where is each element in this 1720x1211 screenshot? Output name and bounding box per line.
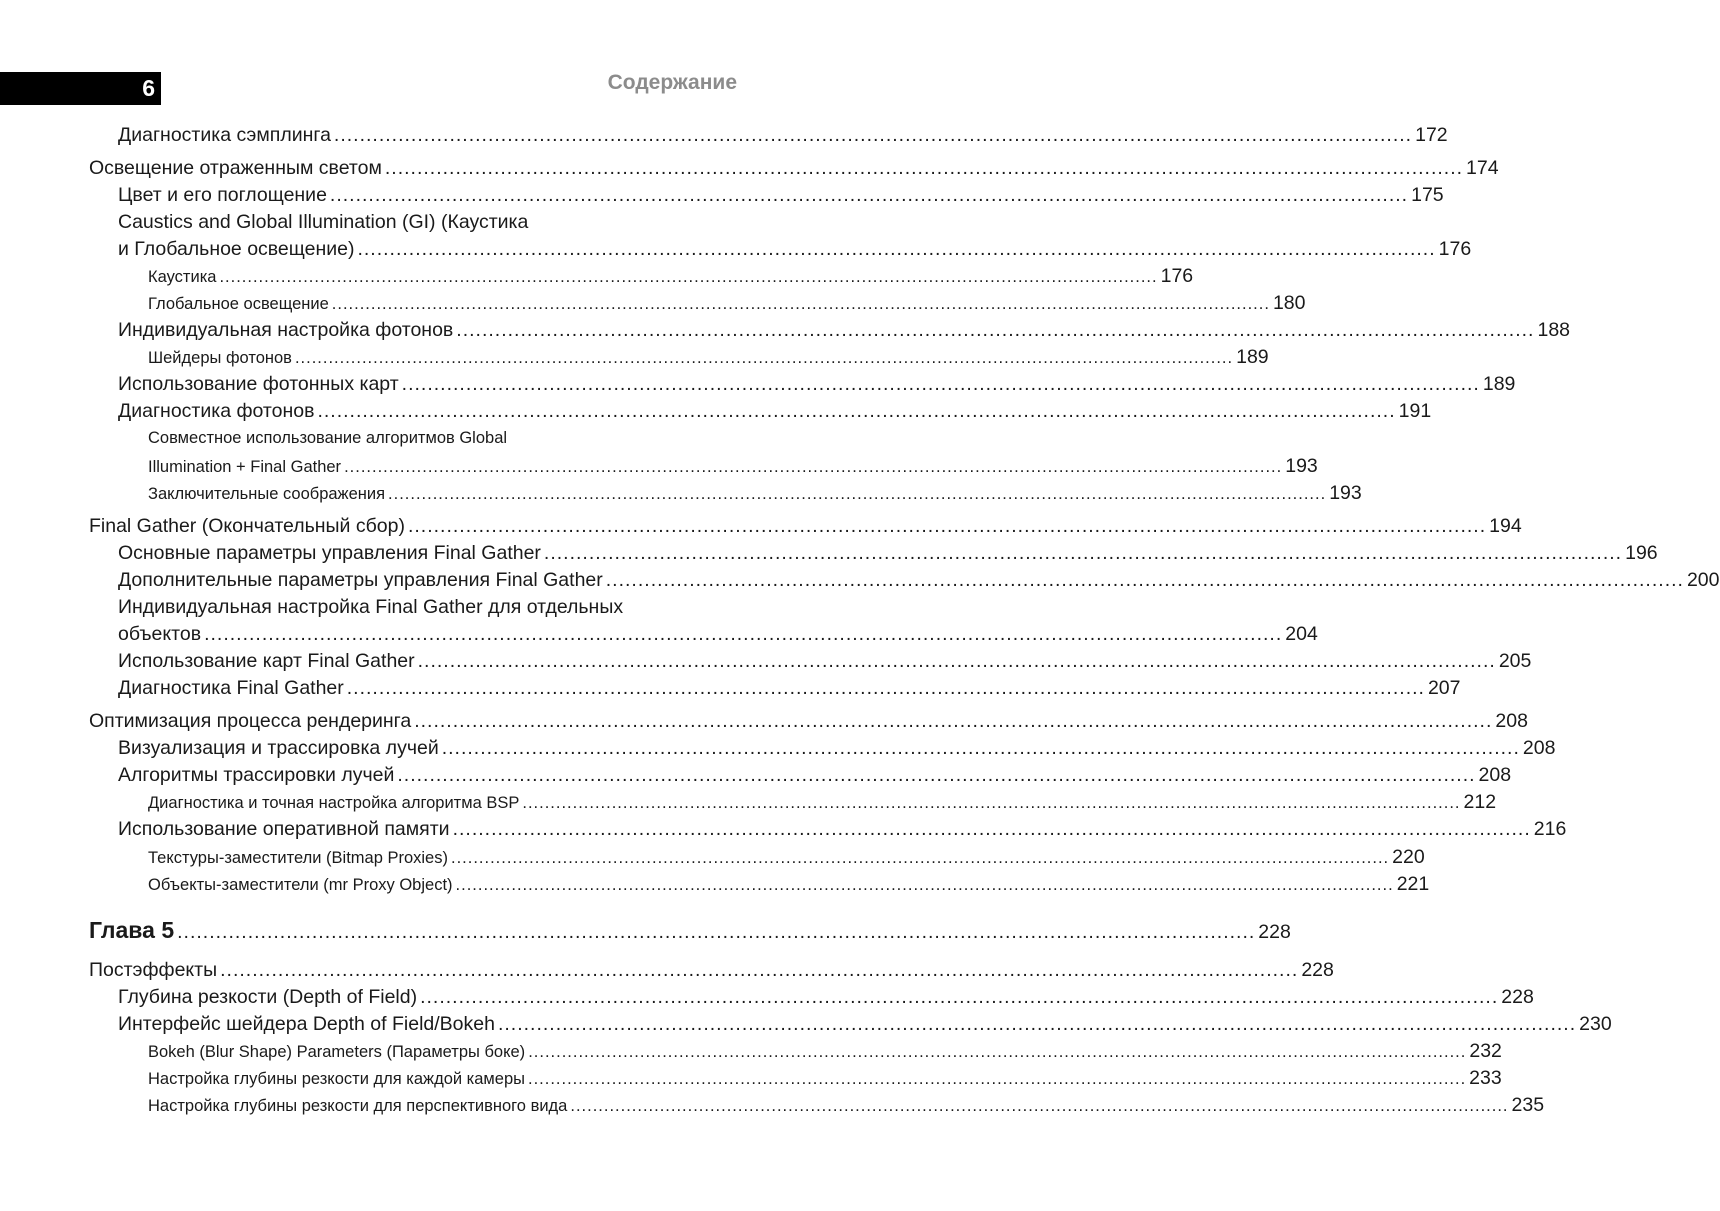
toc-entry[interactable] <box>0 791 1497 814</box>
dot-leader: ........................................................................................................................................................................ <box>456 319 1535 341</box>
toc-entry-page: 180 <box>1272 292 1306 314</box>
dot-leader: ........................................................................................................................................................................ <box>420 986 1499 1008</box>
toc-entry[interactable] <box>0 873 1430 896</box>
dot-leader: ........................................................................................................................................................................ <box>204 623 1283 645</box>
toc-entry[interactable] <box>0 346 1269 369</box>
toc-entry[interactable] <box>0 515 1522 538</box>
toc-entry[interactable] <box>0 238 1472 261</box>
toc-entry-title: Заключительные соображения <box>148 485 386 503</box>
toc-entry-title: Настройка глубины резкости для каждой камеры <box>148 1070 525 1088</box>
toc-entry-title: Объекты-заместители (mr Proxy Object) <box>148 876 453 894</box>
toc-entry[interactable] <box>0 1067 1502 1090</box>
dot-leader: ........................................................................................................................................................................ <box>344 458 1283 476</box>
toc-entry-title: Настройка глубины резкости для перспективного вида <box>148 1097 568 1115</box>
toc-entry-page: 235 <box>1511 1094 1545 1116</box>
toc-entry-page: 230 <box>1579 1013 1612 1035</box>
dot-leader: ........................................................................................................................................................................ <box>497 1013 1577 1035</box>
toc-entry-page: 232 <box>1469 1040 1502 1062</box>
page-number: 6 <box>142 75 155 101</box>
dot-leader: ........................................................................................................................................................................ <box>219 268 1158 286</box>
toc-entry-page: 193 <box>1329 482 1362 504</box>
toc-entry[interactable] <box>0 482 1362 505</box>
dot-leader: ........................................................................................................................................................................ <box>401 373 1480 395</box>
toc-chapter-title: Глава 5 <box>89 917 175 943</box>
dot-leader: ........................................................................................................................................................................ <box>294 349 1234 367</box>
toc-entry[interactable] <box>0 764 1512 787</box>
dot-leader: ........................................................................................................................................................................ <box>522 794 1461 812</box>
toc-entry-page: 221 <box>1396 873 1430 895</box>
dot-leader: ........................................................................................................................................................................ <box>388 485 1327 503</box>
toc-entry-page: 216 <box>1533 818 1567 840</box>
toc-entry-page: 208 <box>1522 737 1556 759</box>
toc-entry-page: 228 <box>1501 986 1534 1008</box>
toc-entry-title-line: Caustics and Global Illumination (GI) (Каустика <box>118 211 529 233</box>
toc-entry-page: 205 <box>1498 650 1532 672</box>
toc-entry-title: Использование карт Final Gather <box>118 650 415 672</box>
toc-entry-title-line: Индивидуальная настройка Final Gather для отдельных <box>118 596 624 618</box>
toc-entry-title-line: Совместное использование алгоритмов Global <box>148 429 508 447</box>
toc-entry-title: Диагностика и точная настройка алгоритма BSP <box>148 794 520 812</box>
toc-entry[interactable] <box>0 737 1556 760</box>
toc-entry-title: Диагностика сэмплинга <box>118 124 331 146</box>
toc-entry[interactable] <box>0 184 1444 207</box>
toc-entry-title: Illumination + Final Gather <box>148 458 342 476</box>
toc-entry-page: 207 <box>1427 677 1461 699</box>
toc-entry-title: Шейдеры фотонов <box>148 349 292 367</box>
toc-entry-title: Индивидуальная настройка фотонов <box>118 319 454 341</box>
toc-entry-page: 176 <box>1438 238 1472 260</box>
toc-entry-title: и Глобальное освещение) <box>118 238 355 260</box>
toc-entry[interactable] <box>0 157 1499 180</box>
toc-entry-page: 176 <box>1160 265 1194 287</box>
toc-entry-page: 220 <box>1392 846 1425 868</box>
dot-leader: ........................................................................................................................................................................ <box>605 569 1684 591</box>
dot-leader: ........................................................................................................................................................................ <box>450 849 1390 867</box>
toc-entry[interactable] <box>0 455 1318 478</box>
dot-leader: ........................................................................................................................................................................ <box>528 1070 1467 1088</box>
dot-leader: ........................................................................................................................................................................ <box>397 764 1476 786</box>
toc-entry[interactable] <box>0 677 1461 700</box>
toc-entry-page: 204 <box>1285 623 1318 645</box>
dot-leader: ........................................................................................................................................................................ <box>417 650 1496 672</box>
toc-entry-title: Диагностика фотонов <box>118 400 315 422</box>
toc-entry-title: Использование оперативной памяти <box>118 818 450 840</box>
toc-entry[interactable] <box>0 373 1516 396</box>
dot-leader: ........................................................................................................................................................................ <box>543 542 1623 564</box>
toc-entry-title: Глобальное освещение <box>148 295 329 313</box>
page-number-bar <box>0 72 161 105</box>
toc-entry-title: Final Gather (Окончательный сбор) <box>89 515 405 537</box>
toc-entry-title: Оптимизация процесса рендеринга <box>89 710 412 732</box>
dot-leader: ........................................................................................................................................................................ <box>452 818 1531 840</box>
dot-leader: ........................................................................................................................................................................ <box>317 400 1396 422</box>
toc-entry-page: 208 <box>1478 764 1512 786</box>
toc-entry[interactable] <box>0 542 1658 565</box>
dot-leader: ........................................................................................................................................................................ <box>177 921 1256 943</box>
toc-entry-page: 191 <box>1398 400 1432 422</box>
toc-entry-page: 212 <box>1463 791 1497 813</box>
toc-entry[interactable] <box>0 846 1425 869</box>
toc-entry-title: Диагностика Final Gather <box>118 677 344 699</box>
dot-leader: ........................................................................................................................................................................ <box>331 295 1270 313</box>
toc-entry-page: 208 <box>1495 710 1528 732</box>
toc-entry-title: Освещение отраженным светом <box>89 157 382 179</box>
toc-entry[interactable] <box>0 650 1532 673</box>
toc-entry[interactable] <box>0 710 1528 733</box>
toc-entry-page: 196 <box>1625 542 1658 564</box>
toc-entry-page: 175 <box>1411 184 1444 206</box>
dot-leader: ........................................................................................................................................................................ <box>528 1043 1467 1061</box>
toc-entry[interactable] <box>0 1094 1545 1117</box>
running-header: Содержание <box>607 71 737 94</box>
toc-entry-page: 228 <box>1301 959 1334 981</box>
toc-entry[interactable] <box>0 818 1567 841</box>
toc-entry[interactable] <box>0 1040 1502 1063</box>
toc-entry-title: Использование фотонных карт <box>118 373 399 395</box>
toc-chapter-entry[interactable] <box>0 917 1291 944</box>
toc-entry-title: Интерфейс шейдера Depth of Field/Bokeh <box>118 1013 495 1035</box>
dot-leader: ........................................................................................................................................................................ <box>346 677 1425 699</box>
toc-entry[interactable] <box>0 623 1318 646</box>
toc-entry-title: Постэффекты <box>89 959 218 981</box>
toc-entry[interactable] <box>0 319 1571 342</box>
dot-leader: ........................................................................................................................................................................ <box>570 1097 1509 1115</box>
dot-leader: ........................................................................................................................................................................ <box>333 124 1413 146</box>
dot-leader: ........................................................................................................................................................................ <box>414 710 1493 732</box>
toc-entry-page: 194 <box>1489 515 1522 537</box>
toc-entry[interactable] <box>0 292 1306 315</box>
toc-entry-page: 233 <box>1469 1067 1502 1089</box>
toc-entry-title: Глубина резкости (Depth of Field) <box>118 986 418 1008</box>
toc-entry-title: Текстуры-заместители (Bitmap Proxies) <box>148 849 448 867</box>
dot-leader: ........................................................................................................................................................................ <box>441 737 1520 759</box>
toc-entry-page: 189 <box>1482 373 1516 395</box>
toc-entry[interactable] <box>0 400 1432 423</box>
toc-entry-title: Цвет и его поглощение <box>118 184 327 206</box>
toc-entry-page: 174 <box>1466 157 1499 179</box>
toc-entry-page: 172 <box>1415 124 1448 146</box>
toc-entry-page: 193 <box>1285 455 1318 477</box>
toc-entry-title: Алгоритмы трассировки лучей <box>118 764 395 786</box>
toc-entry-title: Дополнительные параметры управления Final Gather <box>118 569 603 591</box>
toc-entry-title: Основные параметры управления Final Gather <box>118 542 541 564</box>
toc-entry-title: Bokeh (Blur Shape) Parameters (Параметры боке) <box>148 1043 526 1061</box>
dot-leader: ........................................................................................................................................................................ <box>407 515 1487 537</box>
dot-leader: ........................................................................................................................................................................ <box>455 876 1394 894</box>
dot-leader: ........................................................................................................................................................................ <box>329 184 1409 206</box>
toc-entry[interactable] <box>0 124 1448 147</box>
toc-entry-page: 228 <box>1258 921 1291 943</box>
toc-entry-title: Визуализация и трассировка лучей <box>118 737 439 759</box>
dot-leader: ........................................................................................................................................................................ <box>384 157 1464 179</box>
toc-entry[interactable] <box>0 986 1534 1009</box>
toc-entry[interactable] <box>0 265 1194 288</box>
toc-entry[interactable] <box>0 959 1334 982</box>
toc-entry-title: Каустика <box>148 268 217 286</box>
dot-leader: ........................................................................................................................................................................ <box>357 238 1436 260</box>
toc-entry-page: 189 <box>1236 346 1269 368</box>
toc-entry-page: 200 <box>1686 569 1720 591</box>
toc-entry[interactable] <box>0 569 1720 592</box>
dot-leader: ........................................................................................................................................................................ <box>220 959 1299 981</box>
toc-entry[interactable] <box>0 1013 1612 1036</box>
toc-entry-page: 188 <box>1537 319 1571 341</box>
toc-entry-title: объектов <box>118 623 202 645</box>
